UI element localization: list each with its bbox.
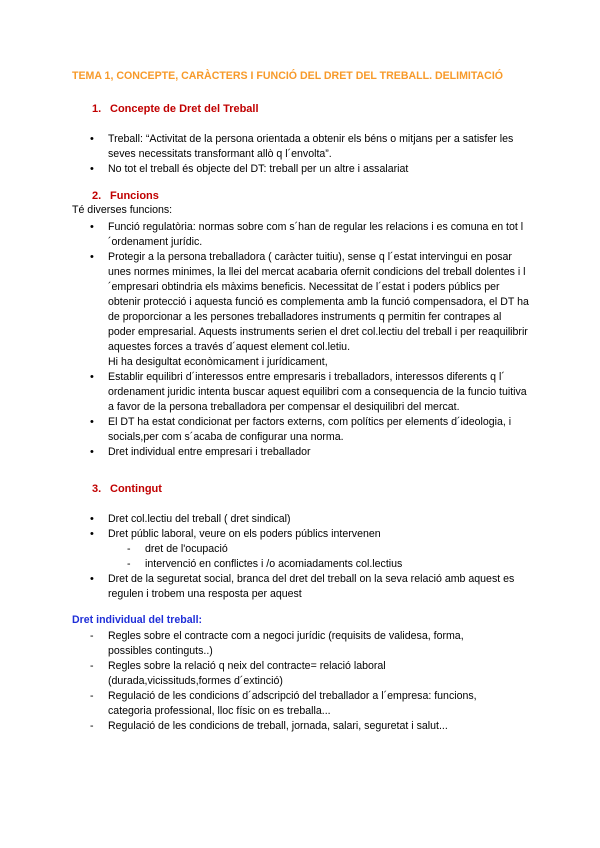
list-item: • Dret de la seguretat social, branca del dret del treball on la seva relació amb aquest es regulen i trobem una resposta per aquest	[108, 572, 530, 602]
list-item: - Regulació de les condicions d´adscripció del treballador a l´empresa: funcions, categoria professional, lloc físic on es treballa...	[108, 689, 508, 719]
section-2-number: 2.	[92, 190, 102, 202]
section-4-heading: Dret individual del treball:	[72, 614, 203, 626]
list-item: • No tot el treball és objecte del DT: treball per un altre i assalariat	[108, 162, 528, 177]
section-2-heading	[92, 190, 159, 202]
list-item: • Funció regulatòria: normas sobre com s´han de regular les relacions i es comuna en tot l´ordenament jurídic.	[108, 220, 530, 250]
list-item: - Regles sobre la relació q neix del contracte= relació laboral (durada,vicissituds,formes d´extinció)	[108, 659, 508, 689]
section-3-list-continued	[108, 572, 530, 602]
section-2-intro: Té diverses funcions:	[72, 204, 173, 216]
list-item-continuation: Hi ha desigultat econòmicament i jurídicament,	[108, 356, 328, 368]
list-item: • El DT ha estat condicionat per factors externs, com polítics per elements d´ideologia, i socials,per com s´acaba de configurar una norma.	[108, 415, 530, 445]
section-1-list	[108, 132, 528, 177]
list-item: - Regulació de les condicions de treball, jornada, salari, seguretat i salut...	[108, 719, 508, 734]
document-title: TEMA 1, CONCEPTE, CARÀCTERS I FUNCIÓ DEL DRET DEL TREBALL. DELIMITACIÓ	[72, 70, 504, 82]
list-item: • Protegir a la persona treballadora ( caràcter tuitiu), sense q l´estat intervingui en posar unes normes minimes, la llei del mercat acabaria ofernit condicions del treball dolentes i l´empresari obtindria els màxims beneficis. Necessitat de l´estat i poders públics per obtenir protecció i aquesta funció es complementa amb la funció compensadora, el DT ha de proporcionar a les persones treballadores instruments q permitin fer contrapes al poder empresarial. Aquests instruments serien el dret col.lectiu del treball i per reaquilibrir aquestes forces a través d´aquest element col.letiu.	[108, 250, 530, 355]
section-3-list	[108, 512, 530, 542]
section-1-heading	[92, 103, 259, 115]
section-1-title: Concepte de Dret del Treball	[110, 103, 259, 115]
list-item: • Dret col.lectiu del treball ( dret sindical)	[108, 512, 530, 527]
sub-list-item: - dret de l'ocupació	[145, 542, 525, 557]
list-item: • Treball: “Activitat de la persona orientada a obtenir els béns o mitjans per a satisfer les seves necessitats transformant allò q l´envolta”.	[108, 132, 528, 162]
section-2-list	[108, 220, 530, 460]
list-item: • Establir equilibri d´interessos entre empresaris i treballadors, interessos diferents q l´ ordenament juridic intenta buscar aquest equilibri com a consequencia de la funcio tuitiva a favor de la persona treballadora per compensar el desiquilibri del mercat.	[108, 370, 530, 415]
section-4-list	[108, 629, 508, 734]
section-3-heading	[92, 483, 162, 495]
list-item: • Dret individual entre empresari i treballador	[108, 445, 530, 460]
sub-list-item: - intervenció en conflictes i /o acomiadaments col.lectius	[145, 557, 525, 572]
section-3-sublist	[145, 542, 525, 572]
section-2-title: Funcions	[110, 190, 159, 202]
list-item: • Dret públic laboral, veure on els poders públics intervenen	[108, 527, 530, 542]
section-1-number: 1.	[92, 103, 102, 115]
section-3-title: Contingut	[110, 483, 162, 495]
list-item: - Regles sobre el contracte com a negoci jurídic (requisits de validesa, forma, possibles continguts..)	[108, 629, 508, 659]
section-3-number: 3.	[92, 483, 102, 495]
